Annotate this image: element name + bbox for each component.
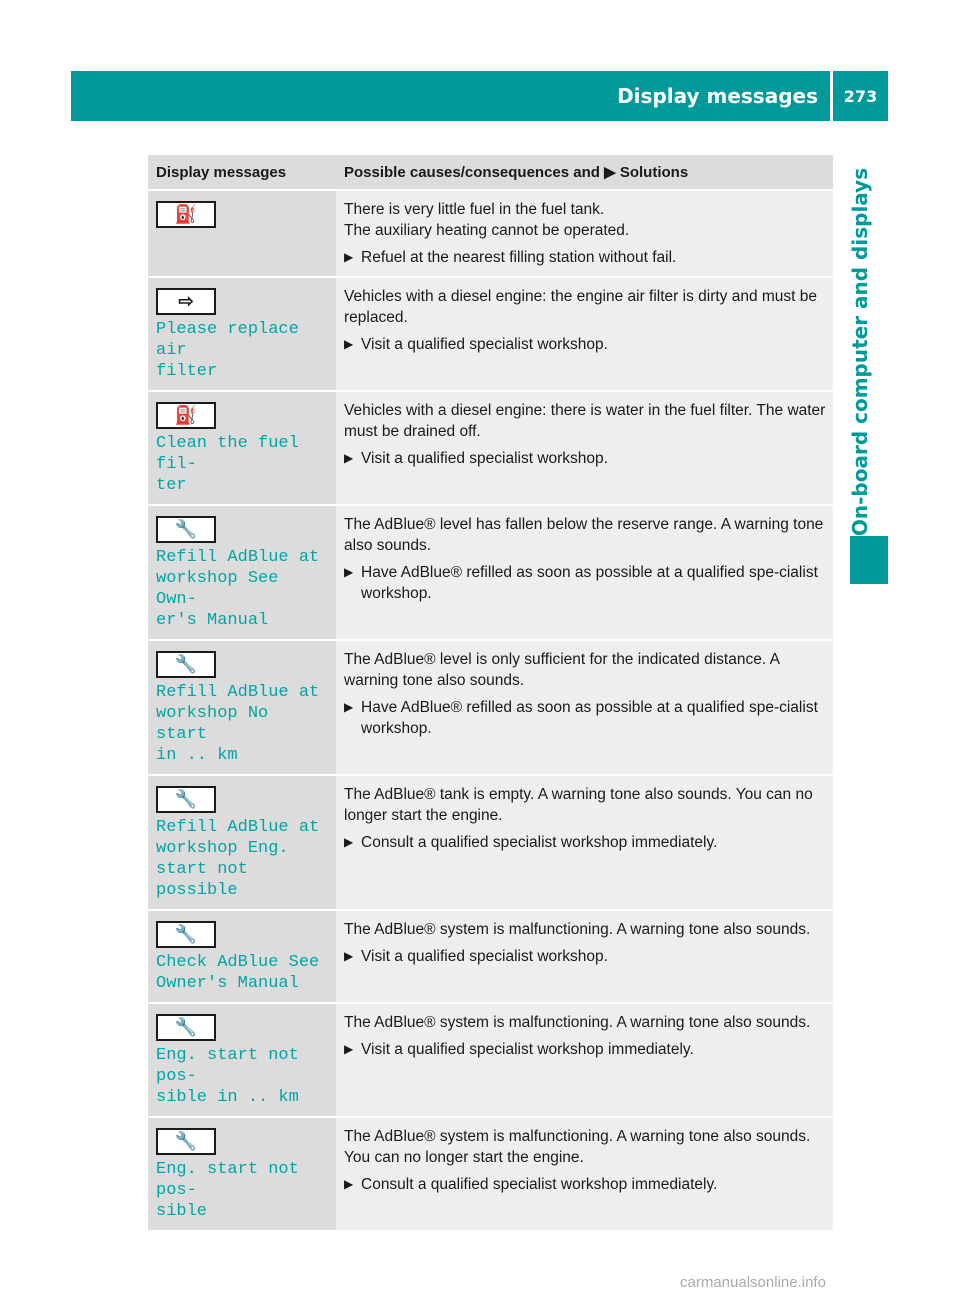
chapter-side-label [842,164,878,539]
action-item [344,946,827,967]
message-cell [148,277,336,391]
display-message-text: Check AdBlue See Owner's Manual [156,953,320,993]
triangle-right-icon: ▶ [344,565,354,579]
triangle-right-icon: ▶ [344,835,354,849]
solution-cell [336,505,833,640]
wrench-icon: 🔧 [156,516,216,543]
cause-description: Vehicles with a diesel engine: the engine air filter is dirty and must be replaced. [344,288,818,326]
cause-description: Vehicles with a diesel engine: there is water in the fuel filter. The water must be drained off. [344,402,826,440]
action-item [344,1174,827,1195]
triangle-right-icon: ▶ [604,164,616,181]
action-item [344,247,827,268]
column-header-solutions [336,155,833,190]
display-message-text: Refill AdBlue at workshop No start in .. km [156,683,320,765]
cause-description: There is very little fuel in the fuel tank. The auxiliary heating cannot be operated. [344,201,630,239]
column-header-messages: Display messages [148,155,336,190]
display-message-text: Clean the fuel fil- ter [156,434,299,495]
cause-description: The AdBlue® system is malfunctioning. A warning tone also sounds. [344,1014,811,1031]
solution-cell [336,910,833,1003]
fuel-filter-icon: ⛽ [156,402,216,429]
solution-cell [336,190,833,277]
cause-description: The AdBlue® tank is empty. A warning tone also sounds. You can no longer start the engine. [344,786,813,824]
display-message-text: Refill AdBlue at workshop See Own- er's Manual [156,548,320,630]
solution-cell [336,640,833,775]
action-text: Refuel at the nearest filling station without fail. [361,249,677,266]
solution-cell [336,775,833,910]
header-title: Display messages [617,84,818,108]
column-header-suffix: Solutions [619,164,689,181]
table-row [148,277,833,391]
display-message-text: Please replace air filter [156,320,299,381]
table-row [148,775,833,910]
page-number: 273 [843,87,878,106]
action-item [344,1039,827,1060]
display-messages-table [148,155,833,1232]
action-text: Consult a qualified specialist workshop immediately. [361,834,718,851]
action-item [344,697,827,739]
solution-cell [336,1117,833,1231]
triangle-right-icon: ▶ [344,1177,354,1191]
page-header [71,71,888,121]
display-message-text: Eng. start not pos- sible [156,1160,299,1221]
wrench-icon: 🔧 [156,651,216,678]
table-row [148,505,833,640]
action-item [344,832,827,853]
action-text: Consult a qualified specialist workshop immediately. [361,1176,718,1193]
watermark: carmanualsonline.info [680,1274,826,1291]
table-row [148,1117,833,1231]
triangle-right-icon: ▶ [344,337,354,351]
wrench-icon: 🔧 [156,1128,216,1155]
action-text: Visit a qualified specialist workshop immediately. [361,1041,694,1058]
message-cell [148,910,336,1003]
message-cell [148,640,336,775]
message-cell [148,190,336,277]
wrench-icon: 🔧 [156,921,216,948]
triangle-right-icon: ▶ [344,250,354,264]
table-row [148,640,833,775]
message-cell [148,775,336,910]
chapter-marker [850,536,888,584]
action-text: Have AdBlue® refilled as soon as possible at a qualified spe-cialist workshop. [361,699,818,737]
table-row [148,190,833,277]
solution-cell [336,277,833,391]
cause-description: The AdBlue® level is only sufficient for the indicated distance. A warning tone also sounds. [344,651,780,689]
action-item [344,562,827,604]
action-text: Visit a qualified specialist workshop. [361,948,608,965]
cause-description: The AdBlue® level has fallen below the reserve range. A warning tone also sounds. [344,516,824,554]
cause-description: The AdBlue® system is malfunctioning. A warning tone also sounds. You can no longer start the engine. [344,1128,811,1166]
wrench-icon: 🔧 [156,786,216,813]
message-cell [148,1117,336,1231]
wrench-icon: 🔧 [156,1014,216,1041]
message-cell [148,1003,336,1117]
action-text: Visit a qualified specialist workshop. [361,450,608,467]
table-row [148,391,833,505]
triangle-right-icon: ▶ [344,700,354,714]
message-cell [148,505,336,640]
chapter-label-text: On-board computer and displays [848,167,872,536]
table-row [148,1003,833,1117]
table-header-row [148,155,833,190]
display-message-text: Refill AdBlue at workshop Eng. start not possible [156,818,320,900]
air-filter-icon: ⇨ [156,288,216,315]
solution-cell [336,391,833,505]
message-cell [148,391,336,505]
fuel-pump-car-icon: ⛽ [156,201,216,228]
triangle-right-icon: ▶ [344,949,354,963]
table-row [148,910,833,1003]
triangle-right-icon: ▶ [344,451,354,465]
solution-cell [336,1003,833,1117]
column-header-prefix: Possible causes/consequences and [344,164,600,181]
cause-description: The AdBlue® system is malfunctioning. A warning tone also sounds. [344,921,811,938]
display-message-text: Eng. start not pos- sible in .. km [156,1046,299,1107]
triangle-right-icon: ▶ [344,1042,354,1056]
action-item [344,448,827,469]
action-item [344,334,827,355]
action-text: Have AdBlue® refilled as soon as possible at a qualified spe-cialist workshop. [361,564,818,602]
action-text: Visit a qualified specialist workshop. [361,336,608,353]
